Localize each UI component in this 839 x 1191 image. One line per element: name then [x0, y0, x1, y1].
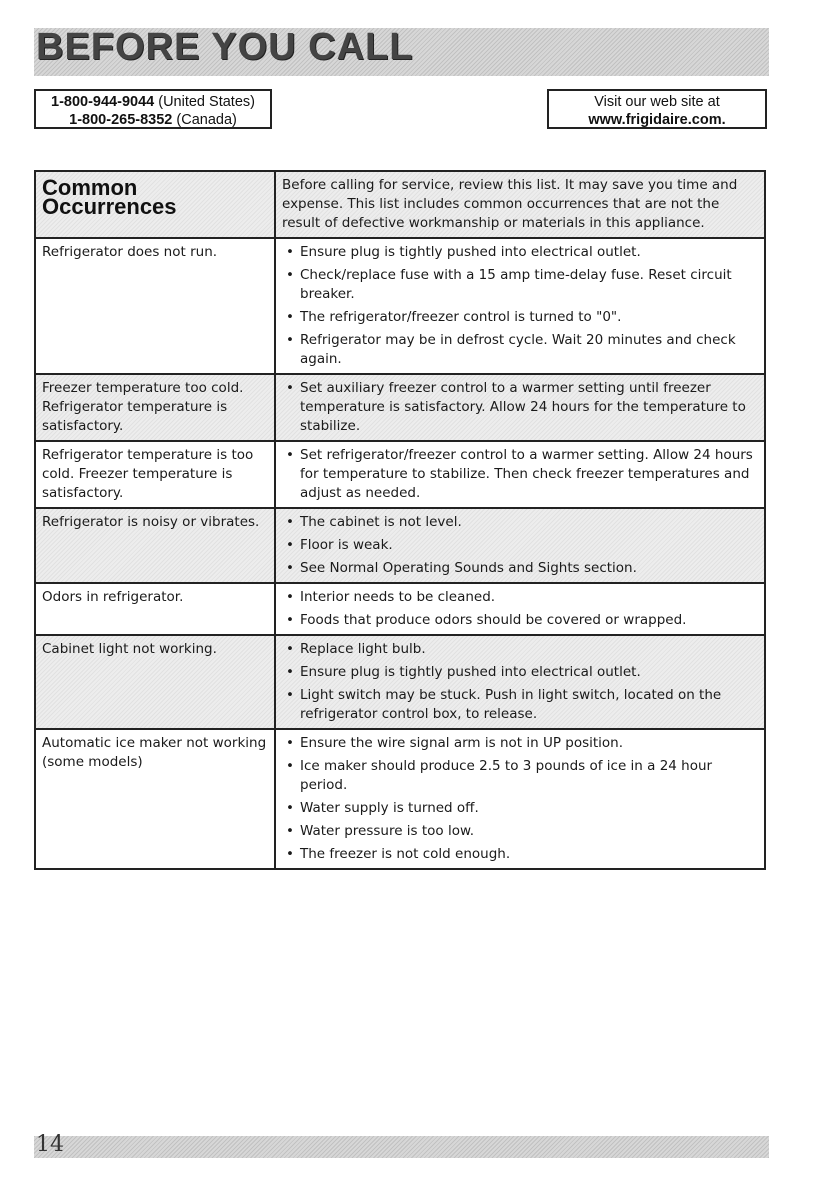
solution-text: See Normal Operating Sounds and Sights section. — [300, 560, 637, 576]
solutions-list — [282, 243, 760, 369]
solutions-cell — [275, 374, 765, 441]
list-item — [282, 331, 760, 369]
list-item — [282, 799, 760, 818]
website-link[interactable]: www.frigidaire.com. — [588, 112, 726, 128]
solutions-list — [282, 588, 760, 630]
solution-text: Floor is weak. — [300, 537, 393, 553]
list-item — [282, 308, 760, 327]
bullet-icon: • — [286, 380, 294, 396]
bullet-icon: • — [286, 612, 294, 628]
solution-text: Interior needs to be cleaned. — [300, 589, 496, 605]
problem-cell: Odors in refrigerator. — [35, 583, 275, 635]
problem-cell: Refrigerator temperature is too cold. Freezer temperature is satisfactory. — [35, 441, 275, 508]
solution-text: The refrigerator/freezer control is turned to "0". — [300, 309, 622, 325]
list-item — [282, 446, 760, 503]
list-item — [282, 663, 760, 682]
bullet-icon: • — [286, 514, 294, 530]
bullet-icon: • — [286, 758, 294, 774]
bullet-icon: • — [286, 537, 294, 553]
table-header-row — [35, 171, 765, 238]
list-item — [282, 611, 760, 630]
solutions-cell — [275, 238, 765, 374]
bullet-icon: • — [286, 800, 294, 816]
list-item — [282, 379, 760, 436]
table-row — [35, 583, 765, 635]
common-occurrences-table — [34, 170, 766, 870]
problem-cell: Refrigerator does not run. — [35, 238, 275, 374]
solution-text: Foods that produce odors should be covered or wrapped. — [300, 612, 687, 628]
page-number: 14 — [36, 1132, 64, 1157]
bullet-icon: • — [286, 560, 294, 576]
solution-text: Ensure the wire signal arm is not in UP position. — [300, 735, 624, 751]
footer-bar — [34, 1136, 769, 1158]
list-item — [282, 588, 760, 607]
page-title: BEFORE YOU CALL — [36, 26, 414, 68]
list-item — [282, 536, 760, 555]
website-box — [547, 89, 767, 129]
solutions-list — [282, 734, 760, 864]
list-item — [282, 822, 760, 841]
solution-text: Ensure plug is tightly pushed into electrical outlet. — [300, 244, 641, 260]
problem-cell: Freezer temperature too cold. Refrigerator temperature is satisfactory. — [35, 374, 275, 441]
problem-cell: Cabinet light not working. — [35, 635, 275, 729]
solutions-list — [282, 513, 760, 578]
list-item — [282, 513, 760, 532]
problem-cell: Automatic ice maker not working (some models) — [35, 729, 275, 869]
table-heading: Common Occurrences — [35, 171, 275, 238]
list-item — [282, 686, 760, 724]
us-phone-number: 1-800-944-9044 — [51, 94, 155, 110]
bullet-icon: • — [286, 823, 294, 839]
table-row — [35, 441, 765, 508]
solutions-list — [282, 379, 760, 436]
bullet-icon: • — [286, 332, 294, 348]
solution-text: Water supply is turned off. — [300, 800, 479, 816]
table-intro: Before calling for service, review this list. It may save you time and expense. This list includes common occurrences that are not the result of defective workmanship or materials in this appliance. — [275, 171, 765, 238]
list-item — [282, 640, 760, 659]
canada-phone-number: 1-800-265-8352 — [69, 112, 173, 128]
solution-text: Replace light bulb. — [300, 641, 426, 657]
solutions-cell — [275, 635, 765, 729]
table-row — [35, 729, 765, 869]
solution-text: Ensure plug is tightly pushed into electrical outlet. — [300, 664, 641, 680]
solution-text: Set refrigerator/freezer control to a warmer setting. Allow 24 hours for temperature to stabilize. Then check freezer temperatures and adjust as needed. — [300, 447, 753, 501]
bullet-icon: • — [286, 589, 294, 605]
solution-text: Ice maker should produce 2.5 to 3 pounds of ice in a 24 hour period. — [300, 758, 713, 793]
bullet-icon: • — [286, 735, 294, 751]
list-item — [282, 845, 760, 864]
solutions-cell — [275, 729, 765, 869]
solution-text: Water pressure is too low. — [300, 823, 475, 839]
solution-text: Light switch may be stuck. Push in light switch, located on the refrigerator control box, to release. — [300, 687, 722, 722]
solution-text: The freezer is not cold enough. — [300, 846, 511, 862]
list-item — [282, 757, 760, 795]
solution-text: The cabinet is not level. — [300, 514, 462, 530]
phone-contact-box — [34, 89, 272, 129]
solution-text: Refrigerator may be in defrost cycle. Wait 20 minutes and check again. — [300, 332, 736, 367]
list-item — [282, 266, 760, 304]
bullet-icon: • — [286, 664, 294, 680]
solution-text: Set auxiliary freezer control to a warmer setting until freezer temperature is satisfactory. Allow 24 hours for the temperature to stabilize. — [300, 380, 746, 434]
table-row — [35, 238, 765, 374]
list-item — [282, 243, 760, 262]
table-row — [35, 374, 765, 441]
solutions-cell — [275, 441, 765, 508]
bullet-icon: • — [286, 309, 294, 325]
bullet-icon: • — [286, 641, 294, 657]
table-row — [35, 635, 765, 729]
solutions-list — [282, 446, 760, 503]
solution-text: Check/replace fuse with a 15 amp time-delay fuse. Reset circuit breaker. — [300, 267, 732, 302]
list-item — [282, 734, 760, 753]
bullet-icon: • — [286, 267, 294, 283]
bullet-icon: • — [286, 687, 294, 703]
table-row — [35, 508, 765, 583]
bullet-icon: • — [286, 846, 294, 862]
list-item — [282, 559, 760, 578]
canada-phone-label: (Canada) — [176, 112, 237, 128]
website-intro: Visit our web site at — [594, 94, 720, 110]
us-phone-label: (United States) — [158, 94, 255, 110]
solutions-cell — [275, 508, 765, 583]
problem-cell: Refrigerator is noisy or vibrates. — [35, 508, 275, 583]
bullet-icon: • — [286, 244, 294, 260]
solutions-cell — [275, 583, 765, 635]
bullet-icon: • — [286, 447, 294, 463]
solutions-list — [282, 640, 760, 724]
